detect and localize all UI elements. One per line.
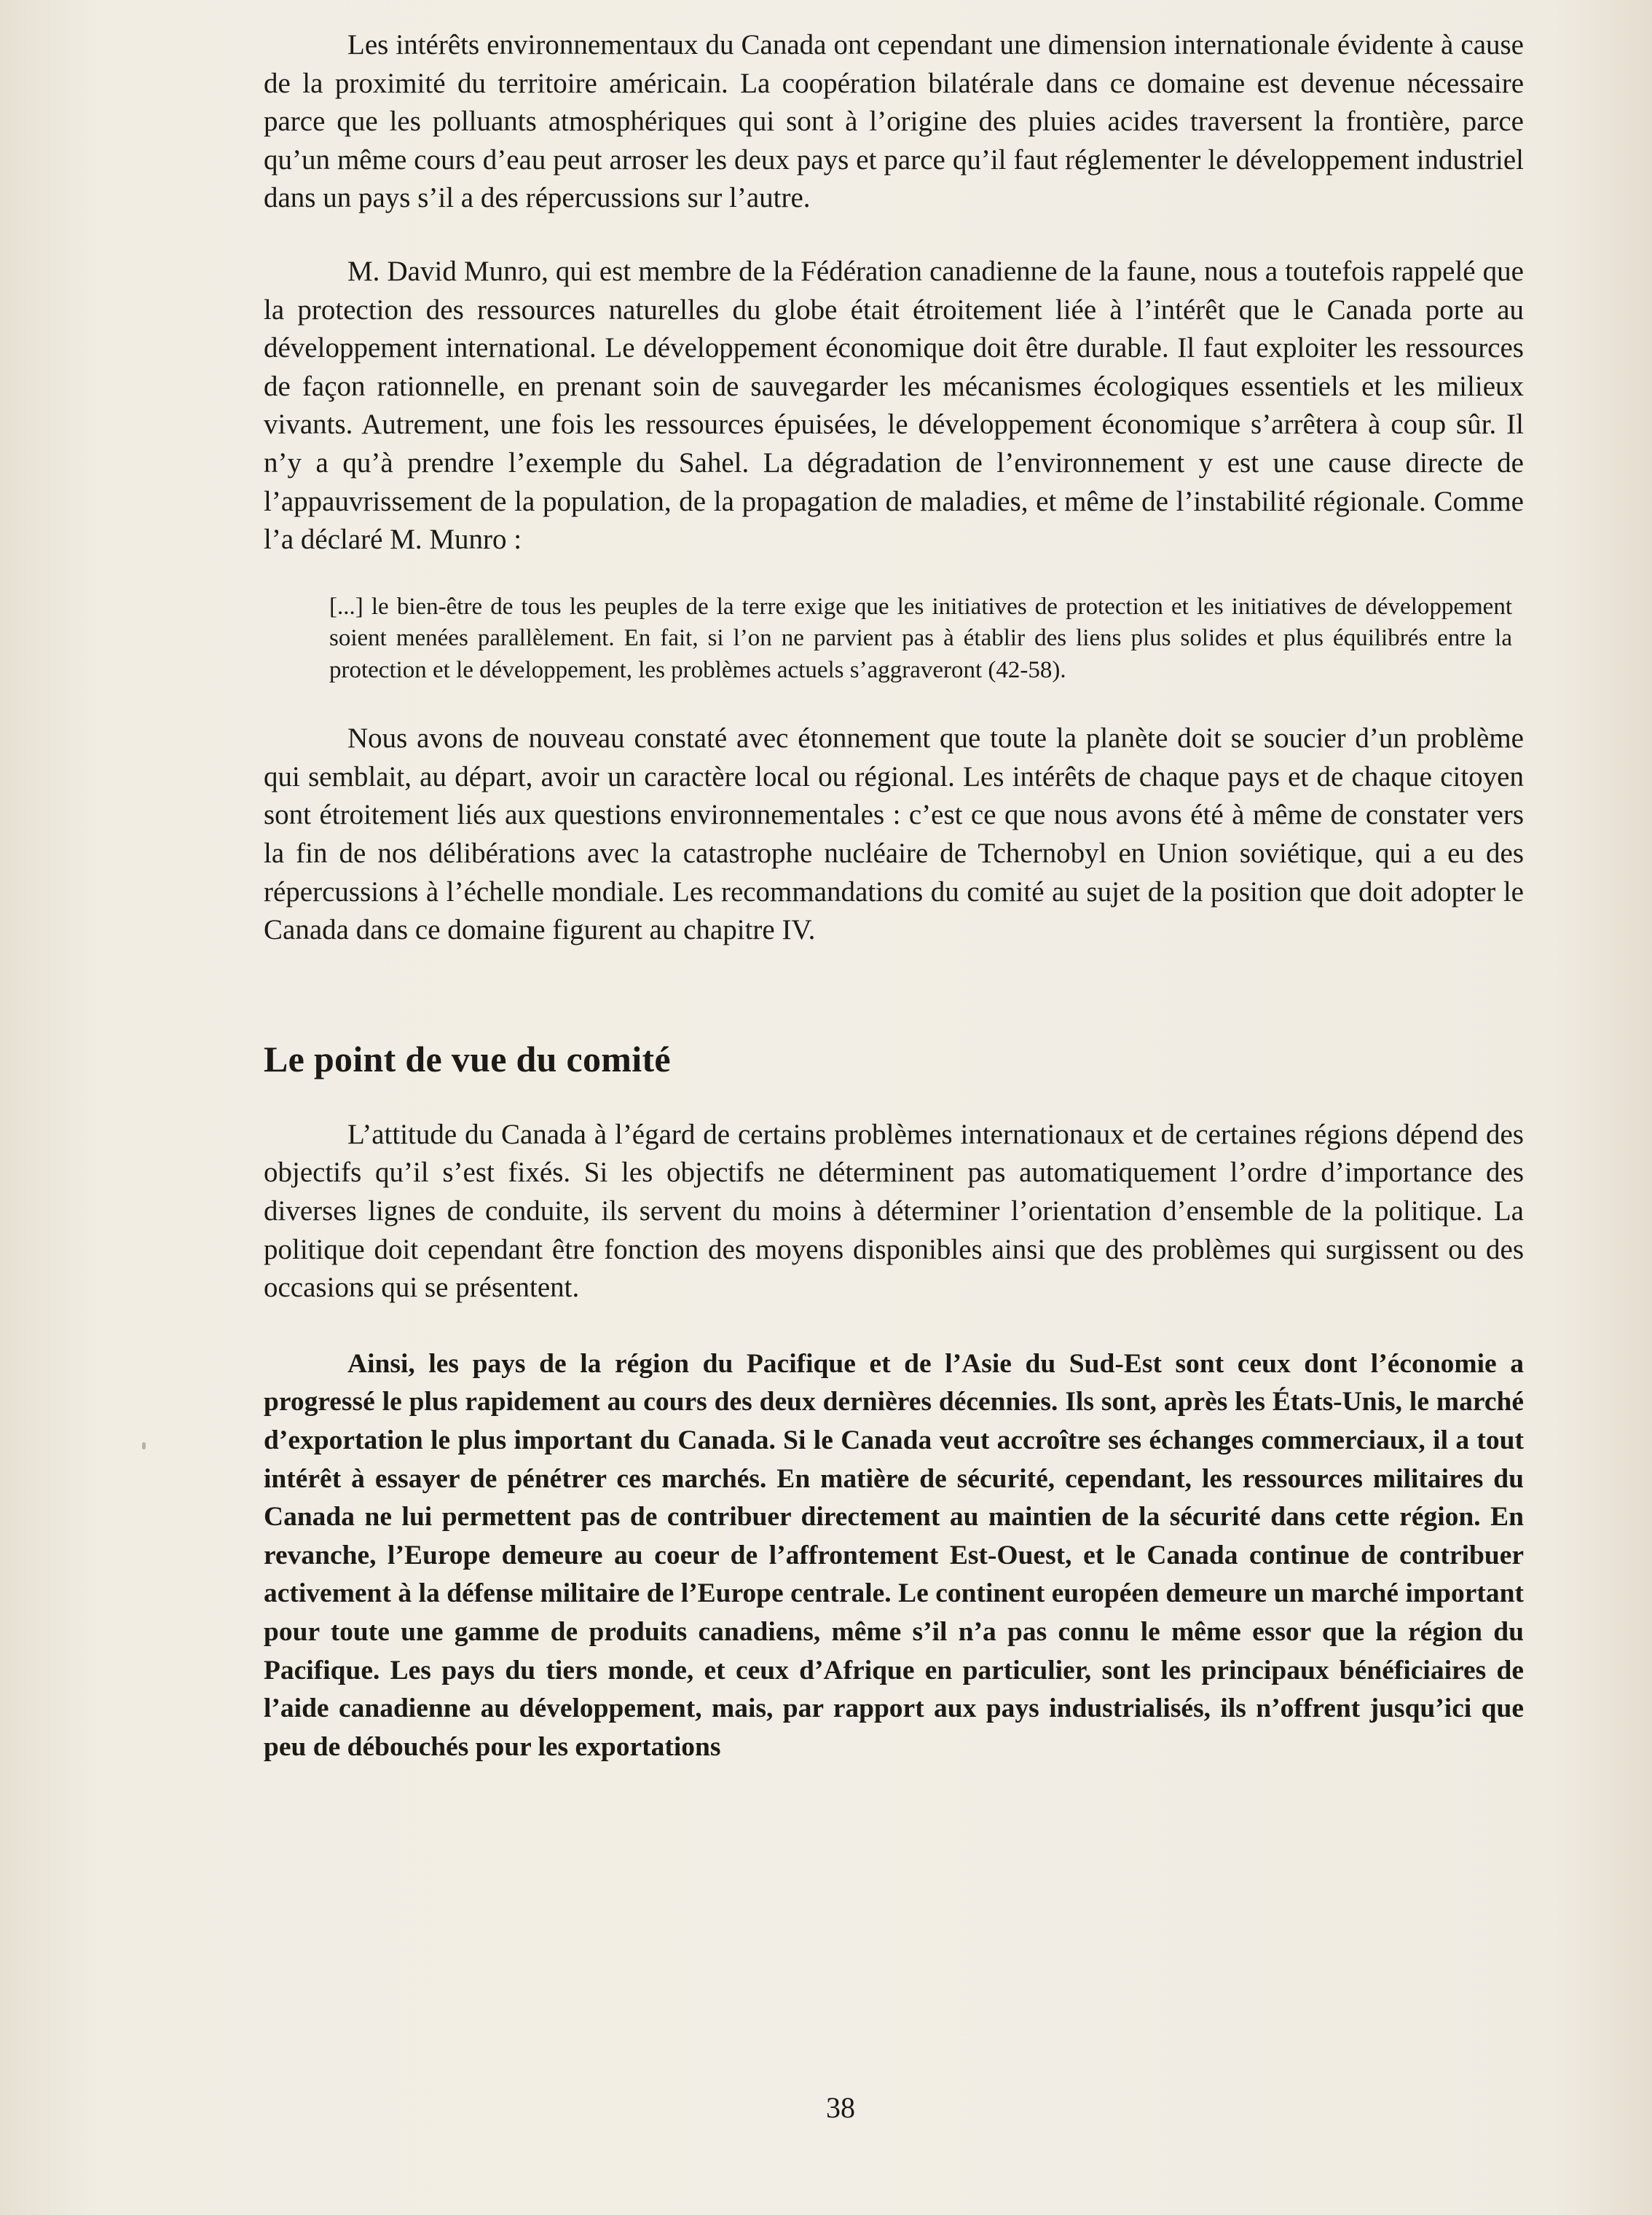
paragraph-david-munro: M. David Munro, qui est membre de la Fédération canadienne de la faune, nous a toutefois rappelé que la protection des ressources naturelles du globe était étroitement liée à l’intérêt que le Canada porte au développement international. Le développement économique doit être durable. Il faut exploiter les ressources de façon rationnelle, en prenant soin de sauvegarder les mécanismes écologiques essentiels et les milieux vivants. Autrement, une fois les ressources épuisées, le développement économique s’arrêtera à coup sûr. Il n’y a qu’à prendre l’exemple du Sahel. La dégradation de l’environnement y est une cause directe de l’appauvrissement de la population, de la propagation de maladies, et même de l’instabilité régionale. Comme l’a déclaré M. Munro : — [264, 255, 1524, 556]
paragraph-attitude-canada: L’attitude du Canada à l’égard de certains problèmes internationaux et de certaines régions dépend des objectifs qu’il s’est fixés. Si les objectifs ne déterminent pas automatiquement l’ordre d’importance des diverses lignes de conduite, ils servent du moins à déterminer l’orientation d’ensemble de la politique. La politique doit cependant être fonction des moyens disponibles ainsi que des problèmes qui surgissent ou des occasions qui se présentent. — [264, 1118, 1524, 1304]
paragraph-environment-international: Les intérêts environnementaux du Canada ont cependant une dimension internationale évidente à cause de la proximité du territoire américain. La coopération bilatérale dans ce domaine est devenue nécessaire parce que les polluants atmosphériques qui sont à l’origine des pluies acides traversent la frontière, parce qu’un même cours d’eau peut arroser les deux pays et parce qu’il faut réglementer le développement industriel dans un pays s’il a des répercussions sur l’autre. — [264, 29, 1524, 214]
page-body — [264, 26, 1524, 1766]
page-number: 38 — [826, 2091, 855, 2124]
paragraph-tchernobyl: Nous avons de nouveau constaté avec étonnement que toute la planète doit se soucier d’un problème qui semblait, au départ, avoir un caractère local ou régional. Les intérêts de chaque pays et de chaque citoyen sont étroitement liés aux questions environnementales : c’est ce que nous avons été à même de constater vers la fin de nos délibérations avec la catastrophe nucléaire de Tchernobyl en Union soviétique, qui a eu des répercussions à l’échelle mondiale. Les recommandations du comité au sujet de la position que doit adopter le Canada dans ce domaine figurent au chapitre IV. — [264, 723, 1524, 946]
block-quote-munro: [...] le bien-être de tous les peuples de la terre exige que les initiatives de protection et les initiatives de développement soient menées parallèlement. En fait, si l’on ne parvient pas à établir des liens plus solides et plus équilibrés entre la protection et le développement, les problèmes actuels s’aggraveront (42-58). — [329, 593, 1512, 683]
paragraph-pacifique-bold: Ainsi, les pays de la région du Pacifique et de l’Asie du Sud-Est sont ceux dont l’économie a progressé le plus rapidement au cours des deux dernières décennies. Ils sont, après les États-Unis, le marché d’exportation le plus important du Canada. Si le Canada veut accroître ses échanges commerciaux, il a tout intérêt à essayer de pénétrer ces marchés. En matière de sécurité, cependant, les ressources militaires du Canada ne lui permettent pas de contribuer directement au maintien de la sécurité dans cette région. En revanche, l’Europe demeure au coeur de l’affrontement Est-Ouest, et le Canada continue de contribuer activement à la défense militaire de l’Europe centrale. Le continent européen demeure un marché important pour toute une gamme de produits canadiens, même s’il n’a pas connu le même essor que la région du Pacifique. Les pays du tiers monde, et ceux d’Afrique en particulier, sont les principaux bénéficiaires de l’aide canadienne au développement, mais, par rapport aux pays industrialisés, ils n’offrent jusqu’ici que peu de débouchés pour les exportations — [264, 1348, 1524, 1762]
scan-speck — [142, 1442, 146, 1449]
section-heading: Le point de vue du comité — [264, 1038, 671, 1079]
